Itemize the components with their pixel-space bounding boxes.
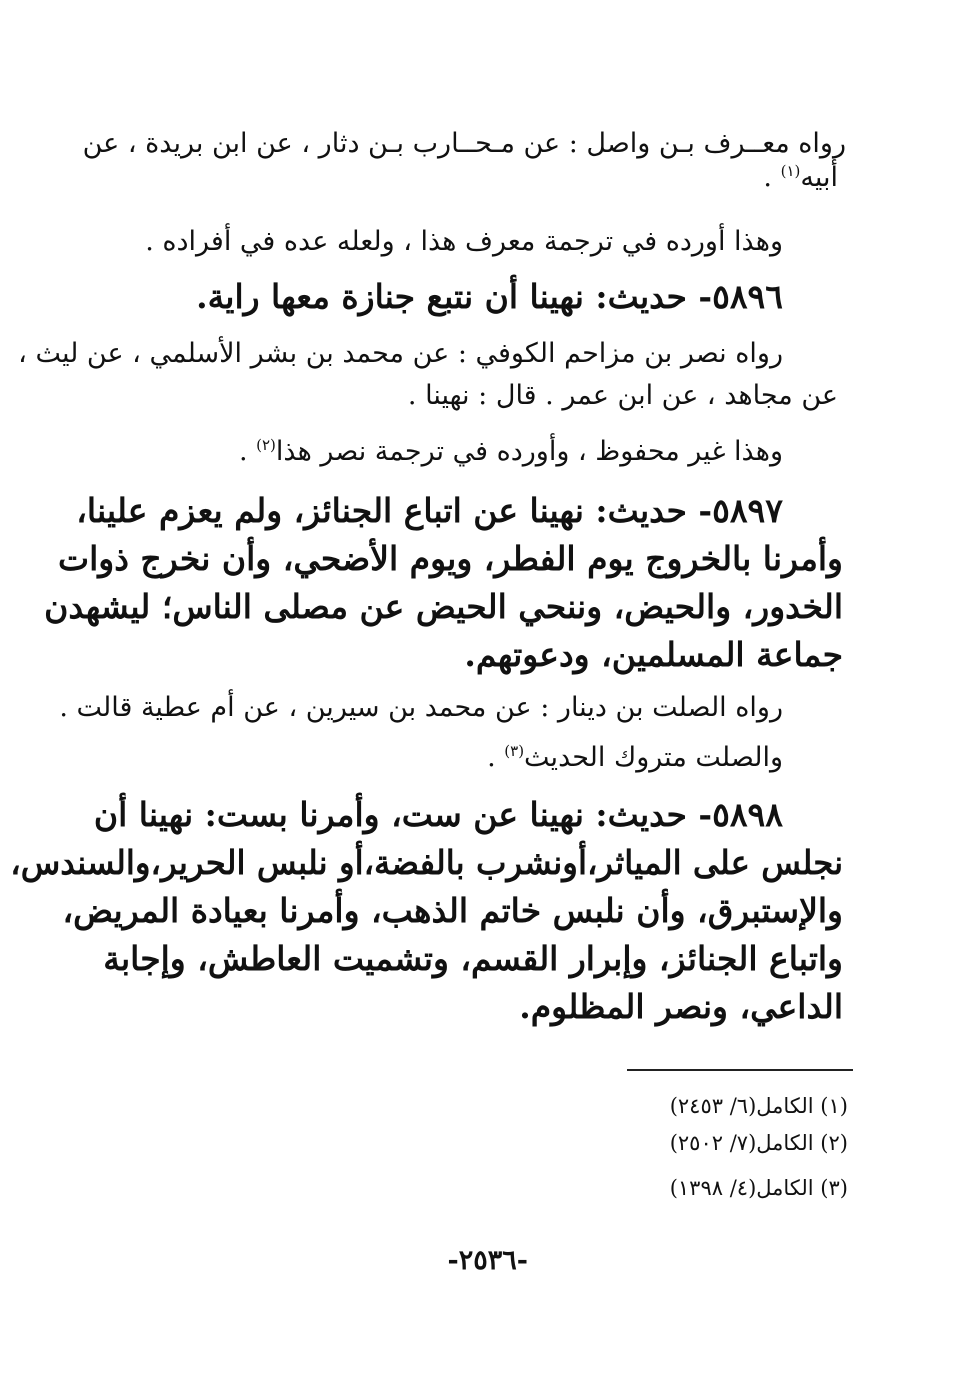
footnote: (٢) الكامل(٧/ ٢٥٠٢)	[669, 1131, 848, 1155]
narration-punct: .	[763, 162, 781, 193]
page-number: -٢٥٣٦-	[447, 1245, 528, 1276]
narration-text: أبيه	[800, 162, 838, 193]
commentary-line	[239, 436, 783, 467]
footnote-ref[interactable]: (١)	[780, 162, 801, 180]
commentary-line: وهذا أورده في ترجمة معرف هذا ، ولعله عده في أفراده .	[145, 226, 783, 257]
narration-line	[763, 162, 838, 193]
footnote: (٣) الكامل(٤/ ١٣٩٨)	[669, 1176, 848, 1200]
footnote: (١) الكامل(٦/ ٢٤٥٣)	[669, 1094, 848, 1118]
hadith-title-line: وأمرنا بالخروج يوم الفطر، ويوم الأضحي، وأن نخرج ذوات	[58, 539, 843, 578]
hadith-title-line: نجلس على المياثر،أونشرب بالفضة،أو نلبس الحرير،والسندس،	[10, 843, 843, 882]
hadith-title-line: الخدور، والحيض، وننحي الحيض عن مصلى الناس؛ ليشهدن	[44, 587, 843, 626]
narration-line: رواه معــرف بـن واصل : عن مـحــارب بـن دثار ، عن ابن بريدة ، عن	[82, 128, 846, 159]
hadith-title-line: واتباع الجنائز، وإبرار القسم، وتشميت العاطش، وإجابة	[103, 939, 843, 978]
hadith-title: ٥٨٩٦- حديث: نهينا أن نتبع جنازة معها راية.	[196, 277, 783, 316]
narration-line: عن مجاهد ، عن ابن عمر . قال : نهينا .	[407, 380, 838, 411]
footnote-ref[interactable]: (٣)	[504, 742, 525, 760]
narration-line	[487, 742, 783, 773]
narration-line: رواه نصر بن مزاحم الكوفي : عن محمد بن بشر الأسلمي ، عن ليث ،	[18, 338, 783, 369]
narration-punct: .	[487, 742, 505, 773]
hadith-title-line: جماعة المسلمين، ودعوتهم.	[464, 635, 843, 674]
hadith-title-line: الداعي، ونصر المظلوم.	[519, 987, 843, 1026]
hadith-title-line: ٥٨٩٨- حديث: نهينا عن ست، وأمرنا بست: نهينا أن	[93, 795, 783, 834]
footnote-ref[interactable]: (٢)	[256, 436, 276, 454]
narration-text: والصلت متروك الحديث	[524, 742, 783, 773]
hadith-title-line: والإستبرق، وأن نلبس خاتم الذهب، وأمرنا بعيادة المريض،	[62, 891, 843, 930]
footnote-separator	[627, 1069, 853, 1071]
narration-line: رواه الصلت بن دينار : عن محمد بن سيرين ، عن أم عطية قالت .	[59, 692, 783, 723]
commentary-punct: .	[238, 436, 257, 467]
commentary-text: وهذا غير محفوظ ، وأورده في ترجمة نصر هذا	[275, 436, 783, 467]
hadith-title-line: ٥٨٩٧- حديث: نهينا عن اتباع الجنائز، ولم يعزم علينا،	[76, 491, 783, 530]
